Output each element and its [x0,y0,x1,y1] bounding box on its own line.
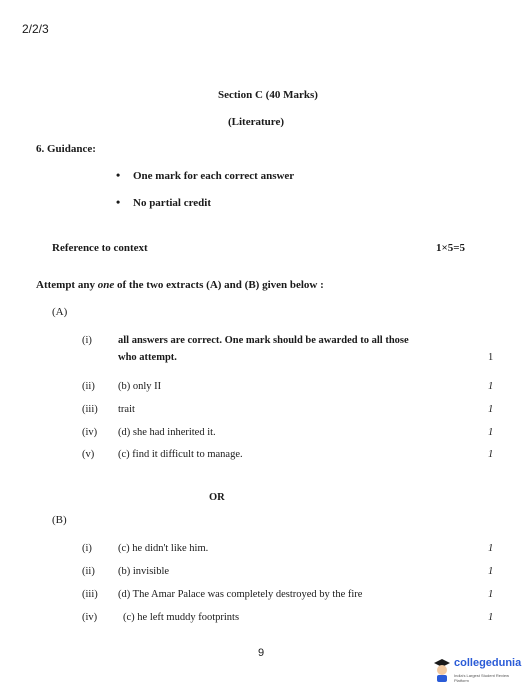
item-number: (i) [82,543,92,554]
item-mark: 1 [488,589,494,600]
item-answer: (b) invisible [118,566,170,577]
guidance-bullet: No partial credit [133,197,212,209]
item-mark: 1 [488,566,494,577]
graduate-mascot-icon [432,657,452,683]
page-number: 9 [258,647,265,659]
guidance-label: 6. Guidance: [36,143,96,155]
instruction [36,279,324,291]
watermark-tagline: India's Largest Student Review Platform [454,673,510,683]
page-code: 2/2/3 [22,22,49,36]
instruction-pre: Attempt any [36,279,98,291]
part-a-label: (A) [52,306,68,318]
item-number: (iv) [82,612,98,623]
guidance-bullet: One mark for each correct answer [133,170,295,182]
item-answer: (d) The Amar Palace was completely destroyed by the fire [118,589,363,600]
instruction-emph: one [97,279,115,291]
instruction-post: of the two extracts (A) and (B) given below : [114,279,324,291]
item-number: (iii) [82,589,98,600]
item-number: (iii) [82,404,98,415]
item-answer-cont: who attempt. [118,352,177,363]
collegedunia-logo [432,655,522,685]
item-mark: 1 [488,612,494,623]
item-answer: (c) he left muddy footprints [123,612,240,623]
part-b-label: (B) [52,514,67,526]
item-mark: 1 [488,543,494,554]
reference-label: Reference to context [52,242,148,254]
reference-marks: 1×5=5 [436,242,466,254]
item-mark: 1 [488,381,494,392]
item-number: (v) [82,449,95,460]
item-mark: 1 [488,427,494,438]
watermark-brand: collegedunia [454,657,522,669]
item-mark: 1 [488,352,494,363]
item-number: (ii) [82,566,95,577]
item-mark: 1 [488,449,494,460]
item-answer: (b) only II [118,381,162,392]
bullet-icon: • [116,168,121,182]
item-number: (ii) [82,381,95,392]
item-answer: (d) she had inherited it. [118,427,216,438]
bullet-icon: • [116,195,121,209]
item-number: (iv) [82,427,98,438]
item-mark: 1 [488,404,494,415]
item-answer: (c) he didn't like him. [118,543,209,554]
item-answer: all answers are correct. One mark should be awarded to all those [118,335,409,346]
section-subtitle: (Literature) [228,116,284,128]
section-title: Section C (40 Marks) [218,89,318,101]
item-number: (i) [82,335,92,346]
item-answer: (c) find it difficult to manage. [118,449,243,460]
item-answer: trait [118,404,135,415]
or-divider: OR [209,492,225,503]
